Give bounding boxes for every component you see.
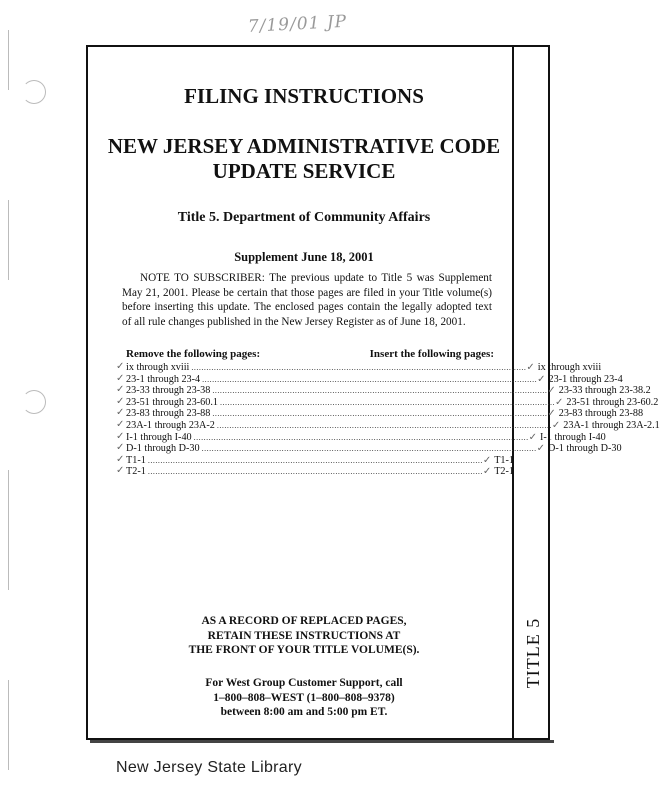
punch-hole-mark	[22, 390, 46, 414]
tab-label: TITLE 5	[523, 617, 543, 689]
handwritten-note: 7/19/01 JP	[247, 11, 348, 37]
list-item	[116, 453, 515, 467]
check-mark-icon: ✓	[551, 419, 561, 431]
leader-dots: ......................................................................................................................................	[147, 467, 483, 477]
check-mark-icon: ✓	[482, 454, 492, 466]
remove-pages: 23A-1 through 23A-2	[126, 419, 215, 431]
check-mark-icon: ✓	[526, 362, 535, 373]
list-item	[116, 361, 602, 374]
remove-pages: T2-1	[126, 466, 146, 478]
library-stamp: New Jersey State Library	[116, 759, 302, 776]
list-item	[116, 384, 651, 397]
leader-dots: ......................................................................................................................................	[201, 444, 537, 454]
retain-line: RETAIN THESE INSTRUCTIONS AT	[207, 629, 401, 642]
subscriber-note: NOTE TO SUBSCRIBER: The previous update to Title 5 was Supplement May 21, 2001. Please be certain that those pages are filed in your Title volume(s) before inserting this update. The enclosed pages contain the legally adopted text of all rule changes published in the New Jersey Register as of June 18, 2001.	[122, 272, 492, 328]
check-mark-icon: ✓	[547, 408, 556, 420]
list-item	[116, 465, 515, 478]
page-list	[116, 361, 660, 478]
leader-dots: ......................................................................................................................................	[212, 386, 548, 396]
remove-pages: 23-51 through 23-60.1	[126, 396, 218, 408]
scan-margin-line	[8, 470, 9, 590]
remove-pages: D-1 through D-30	[126, 443, 200, 455]
check-mark-icon: ✓	[482, 466, 492, 478]
list-item	[116, 418, 660, 432]
list-item	[116, 430, 606, 444]
leader-dots: ......................................................................................................................................	[212, 409, 548, 419]
leader-dots: ......................................................................................................................................	[219, 397, 555, 407]
check-mark-icon: ✓	[116, 407, 125, 419]
leader-dots: ......................................................................................................................................	[216, 420, 552, 430]
check-mark-icon: ✓	[116, 361, 125, 372]
remove-pages: 23-33 through 23-38	[126, 385, 211, 397]
remove-pages: ix through xviii	[126, 362, 190, 373]
insert-pages: D-1 through D-30	[547, 443, 622, 455]
check-mark-icon: ✓	[116, 384, 125, 396]
insert-pages: I-1 through I-40	[540, 431, 606, 443]
insert-header: Insert the following pages:	[369, 348, 494, 360]
list-item	[116, 372, 623, 386]
document-subtitle	[102, 134, 506, 184]
check-mark-icon: ✓	[537, 373, 546, 385]
remove-pages: 23-83 through 23-88	[126, 408, 211, 420]
check-mark-icon: ✓	[116, 465, 125, 477]
check-mark-icon: ✓	[554, 396, 564, 408]
page-frame-shadow	[90, 740, 554, 743]
support-hours: between 8:00 am and 5:00 pm ET.	[220, 706, 388, 718]
insert-pages: 23-83 through 23-88	[558, 408, 644, 420]
leader-dots: ......................................................................................................................................	[147, 455, 483, 465]
check-mark-icon: ✓	[116, 453, 125, 465]
leader-dots: ......................................................................................................................................	[191, 363, 527, 372]
scan-margin-line	[8, 200, 9, 280]
scan-margin-line	[8, 30, 9, 90]
remove-pages: 23-1 through 23-4	[126, 373, 201, 385]
support-line: For West Group Customer Support, call	[205, 677, 403, 689]
insert-pages: 23A-1 through 23A-2.1	[563, 419, 660, 431]
check-mark-icon: ✓	[116, 418, 125, 430]
retain-line: AS A RECORD OF REPLACED PAGES,	[201, 615, 407, 627]
leader-dots: ......................................................................................................................................	[193, 432, 529, 442]
insert-pages: 23-1 through 23-4	[548, 373, 623, 385]
customer-support	[104, 676, 504, 720]
check-mark-icon: ✓	[116, 395, 125, 407]
retain-notice	[104, 614, 504, 658]
title-section: Title 5. Department of Community Affairs	[177, 210, 431, 225]
check-mark-icon: ✓	[116, 372, 125, 384]
document-title: FILING INSTRUCTIONS	[184, 84, 424, 108]
scan-margin-line	[8, 680, 9, 770]
insert-pages: T2-1	[494, 466, 515, 478]
support-phone: 1–800–808–WEST (1–800–808–9378)	[213, 691, 395, 704]
check-mark-icon: ✓	[116, 442, 125, 454]
remove-header: Remove the following pages:	[126, 348, 261, 360]
check-mark-icon: ✓	[536, 443, 545, 455]
check-mark-icon: ✓	[116, 430, 125, 442]
insert-pages: T1-1	[494, 454, 515, 466]
supplement-date: Supplement June 18, 2001	[234, 250, 374, 264]
check-mark-icon: ✓	[528, 431, 538, 443]
insert-pages: ix through xviii	[537, 362, 602, 373]
retain-line: THE FRONT OF YOUR TITLE VOLUME(S).	[188, 644, 420, 656]
insert-pages: 23-33 through 23-38.2	[558, 385, 651, 397]
punch-hole-mark	[22, 80, 46, 104]
list-item	[116, 395, 659, 409]
remove-pages: I-1 through I-40	[126, 431, 192, 443]
check-mark-icon: ✓	[547, 385, 556, 397]
insert-pages: 23-51 through 23-60.2	[566, 396, 659, 408]
list-item	[116, 442, 622, 455]
remove-pages: T1-1	[126, 454, 146, 466]
list-item	[116, 407, 644, 420]
subtitle-line: UPDATE SERVICE	[212, 159, 396, 183]
subtitle-line: NEW JERSEY ADMINISTRATIVE CODE	[107, 134, 501, 158]
leader-dots: ......................................................................................................................................	[202, 374, 538, 384]
